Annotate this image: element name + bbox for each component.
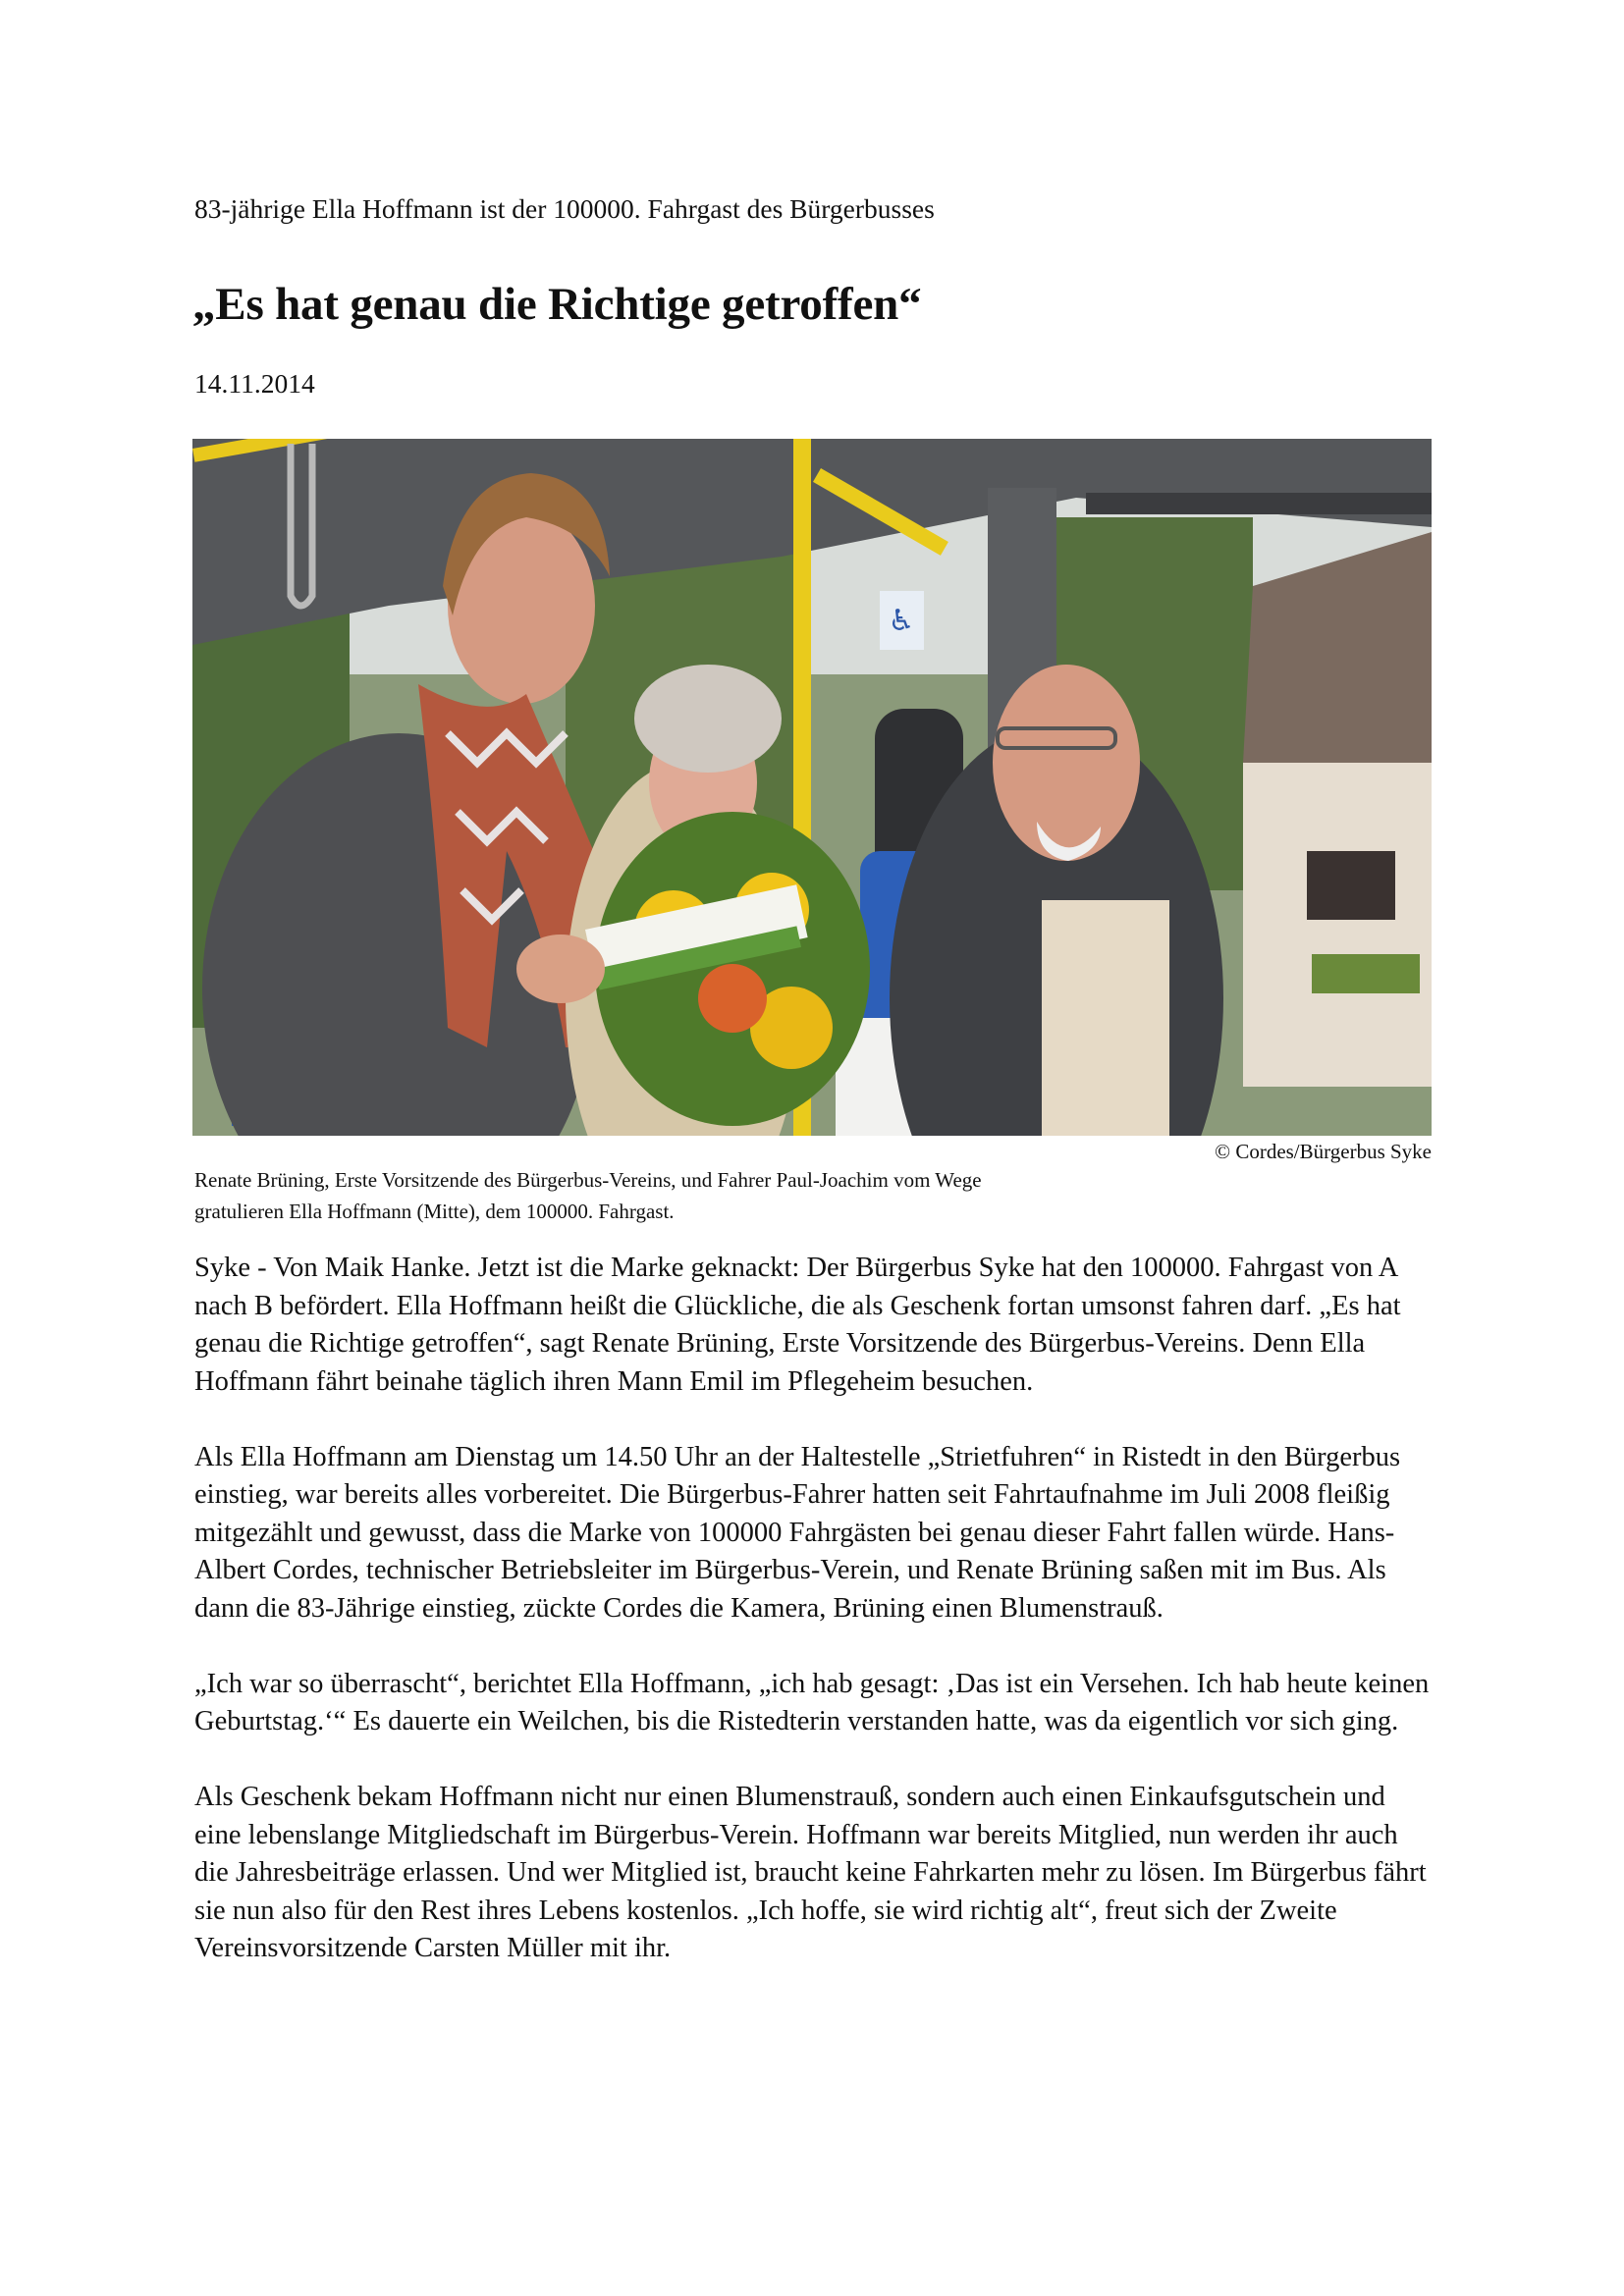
photo-house-wall (1243, 763, 1432, 1087)
photo-caption-line: Renate Brüning, Erste Vorsitzende des Bürgerbus-Vereins, und Fahrer Paul-Joachim vom Wege (194, 1168, 982, 1192)
photo-person-right-head (993, 665, 1140, 861)
photo-person-right-shirt (1042, 900, 1169, 1136)
article-paragraph: Als Geschenk bekam Hoffmann nicht nur einen Blumenstrauß, sondern auch einen Einkaufsgutschein und eine lebenslange Mitgliedschaft im Bürgerbus-Verein. Hoffmann war bereits Mitglied, nun werden ihr auch die Jahresbeiträge erlassen. Und wer Mitglied ist, braucht keine Fahrkarten mehr zu lösen. Im Bürgerbus fährt sie nun also für den Rest ihres Lebens kostenlos. „Ich hoffe, sie wird richtig alt“, freut sich der Zweite Vereinsvorsitzende Carsten Müller mit ihr. (194, 1782, 1427, 1963)
svg-text:♿: ♿ (888, 604, 915, 638)
photo-house-window (1307, 851, 1395, 920)
photo-bouquet-flower-4 (698, 964, 767, 1033)
article-body (194, 1250, 1434, 2005)
article-paragraph: Syke - Von Maik Hanke. Jetzt ist die Marke geknackt: Der Bürgerbus Syke hat den 100000. Fahrgast von A nach B befördert. Ella Hoffmann heißt die Glückliche, die als Geschenk fortan umsonst fahren darf. „Es hat genau die Richtige getroffen“, sagt Renate Brüning, Erste Vorsitzende des Bürgerbus-Vereins. Denn Ella Hoffmann fährt beinahe täglich ihren Mann Emil im Pflegeheim besuchen. (194, 1253, 1401, 1397)
article-photo (192, 439, 1432, 1136)
article-paragraph: Als Ella Hoffmann am Dienstag um 14.50 Uhr an der Haltestelle „Strietfuhren“ in Ristedt in den Bürgerbus einstieg, war bereits alles vorbereitet. Die Bürgerbus-Fahrer hatten seit Fahrtaufnahme im Juli 2008 fleißig mitgezählt und gewusst, dass die Marke von 100000 Fahrgästen bei genau dieser Fahrt fallen würde. Hans-Albert Cordes, technischer Betriebsleiter im Bürgerbus-Verein, und Renate Brüning saßen mit im Bus. Als dann die 83-Jährige einstieg, zückte Cordes die Kamera, Brüning einen Blumenstrauß. (194, 1441, 1401, 1624)
photo-person-left-hand (516, 934, 605, 1003)
article-paragraph: „Ich war so überrascht“, berichtet Ella Hoffmann, „ich hab gesagt: ‚Das ist ein Versehen. Ich hab heute keinen Geburtstag.‘“ Es dauerte ein Weilchen, bis die Ristedterin verstanden hatte, was da eigentlich vor sich ging. (194, 1668, 1430, 1736)
article-date: 14.11.2014 (194, 368, 315, 399)
photo-window-frame-right (1086, 493, 1432, 514)
photo-caption-line: gratulieren Ella Hoffmann (Mitte), dem 100000. Fahrgast. (194, 1200, 675, 1223)
photo-hedge (1312, 954, 1420, 993)
photo-person-middle-hair (634, 665, 782, 773)
photo-credit: © Cordes/Bürgerbus Syke (1215, 1140, 1432, 1163)
article-kicker: 83-jährige Ella Hoffmann ist der 100000. Fahrgast des Bürgerbusses (194, 193, 935, 224)
photo-caption (194, 1164, 1216, 1227)
article-headline: „Es hat genau die Richtige getroffen“ (192, 279, 922, 330)
